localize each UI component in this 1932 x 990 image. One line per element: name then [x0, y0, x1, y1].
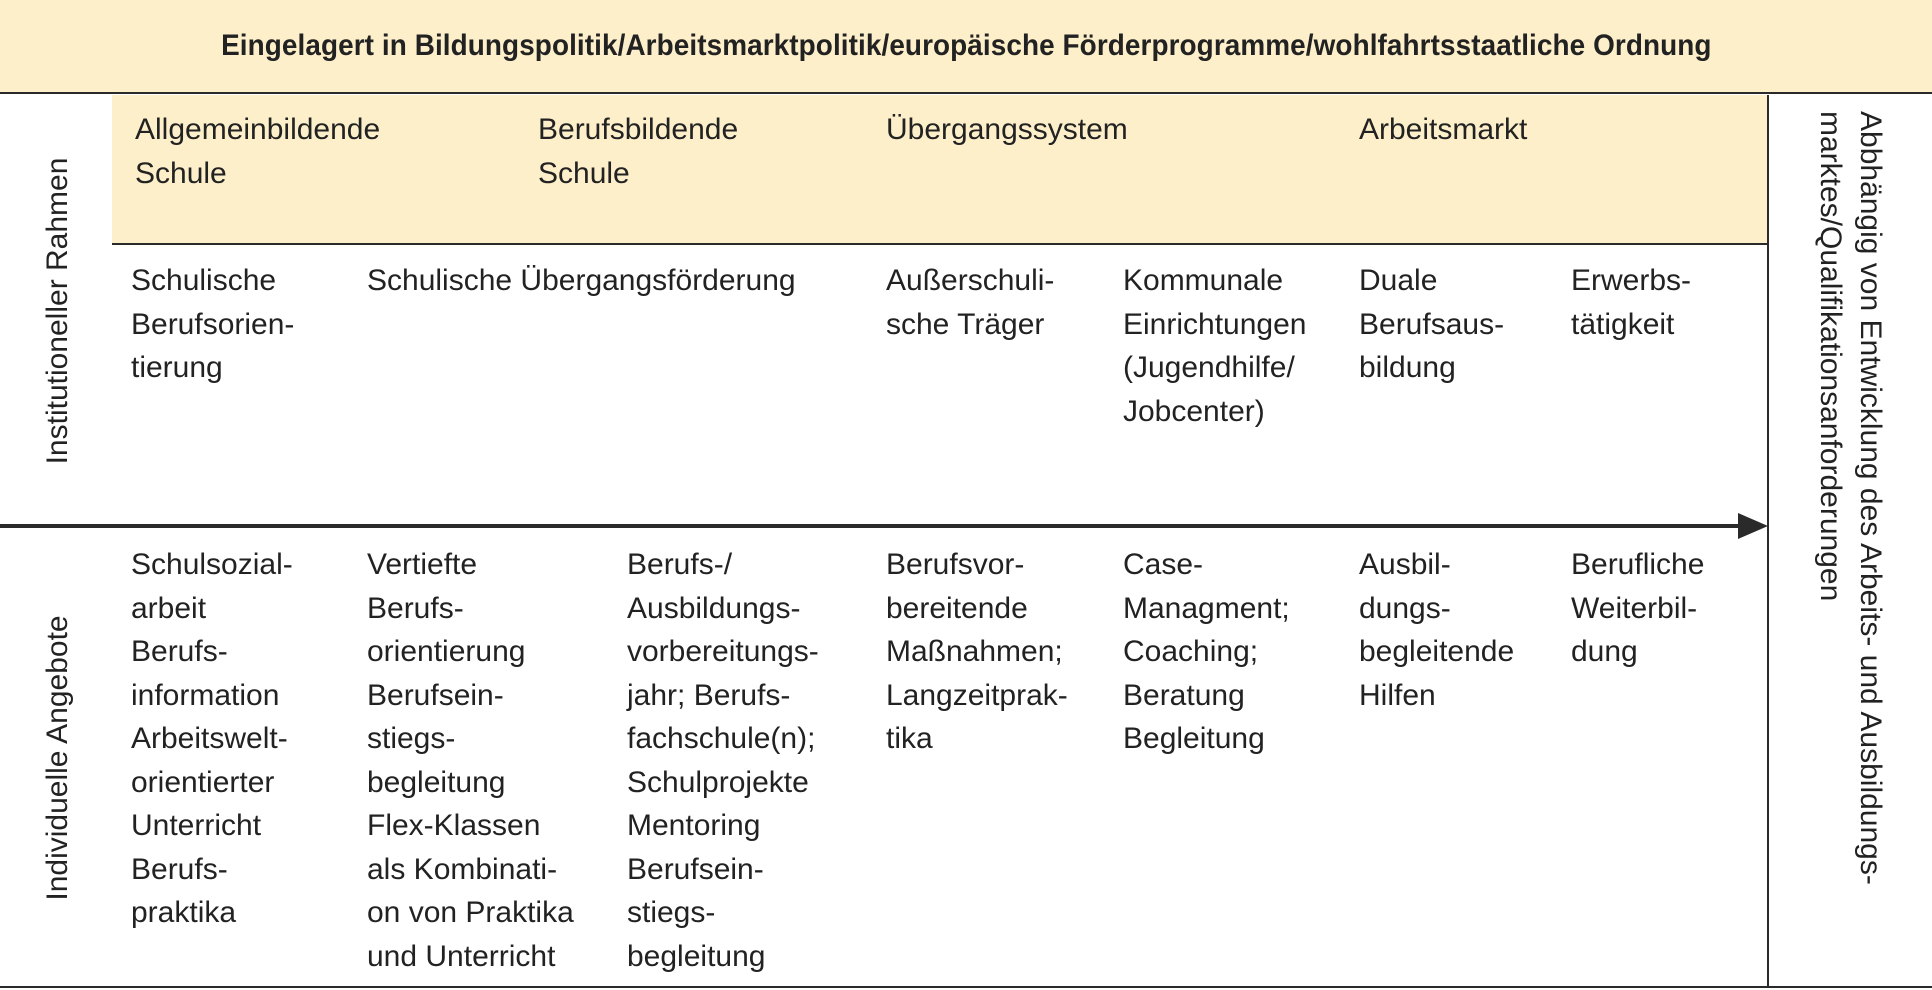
policy-banner: [0, 0, 1932, 94]
offer-cell-6: Ausbil- dungs- begleitende Hilfen: [1359, 548, 1515, 712]
banner-title: Eingelagert in Bildungspolitik/Arbeitsmarktpolitik/europäische Förderprogramme/wohlfahrtsstaatliche Ordnung: [220, 29, 1712, 62]
frame-cell-1: Schulische Berufsorien- tierung: [131, 264, 295, 384]
frame-cell-3: Außerschuli- sche Träger: [886, 264, 1055, 341]
frame-cell-5: Duale Berufsaus- bildung: [1359, 264, 1505, 384]
side-label-institutional: Institutioneller Rahmen: [41, 157, 74, 465]
institution-general-school: Allgemeinbildende Schule: [135, 113, 381, 190]
offer-cell-7: Berufliche Weiterbil- dung: [1571, 548, 1705, 668]
bottom-rule: [0, 986, 1932, 988]
frame-cell-4: Kommunale Einrichtungen (Jugendhilfe/ Jobcenter): [1123, 264, 1307, 428]
institution-transition-system: Übergangssystem: [886, 113, 1128, 146]
offer-cell-1: Schulsozial- arbeit Berufs- information Arbeitswelt- orientierter Unterricht Berufs- praktika: [131, 548, 293, 929]
side-label-right: Abbhängig von Entwicklung des Arbeits- und Ausbildungs- marktes/Qualifikationsanforderungen: [1814, 111, 1887, 885]
arrow-right-icon: [1738, 513, 1768, 539]
side-label-individual: Individuelle Angebote: [41, 615, 74, 901]
institution-vocational-school: Berufsbildende Schule: [538, 113, 739, 190]
offer-cell-3: Berufs-/ Ausbildungs- vorbereitungs- jahr; Berufs- fachschule(n); Schulprojekte Mentoring Berufsein- stiegs- begleitung: [627, 548, 819, 973]
frame-cell-6: Erwerbs- tätigkeit: [1571, 264, 1692, 341]
offer-cell-4: Berufsvor- bereitende Maßnahmen; Langzeitprak- tika: [886, 548, 1068, 755]
institution-labour-market: Arbeitsmarkt: [1359, 113, 1528, 146]
frame-cell-2: Schulische Übergangsförderung: [367, 264, 796, 297]
right-divider: [1767, 95, 1769, 987]
timeline-arrow-shaft: [0, 524, 1740, 528]
offer-cell-5: Case- Managment; Coaching; Beratung Begleitung: [1123, 548, 1290, 755]
offer-cell-2: Vertiefte Berufs- orientierung Berufsein- stiegs- begleitung Flex-Klassen als Kombinati- on von Praktika und Unterricht: [367, 548, 574, 973]
